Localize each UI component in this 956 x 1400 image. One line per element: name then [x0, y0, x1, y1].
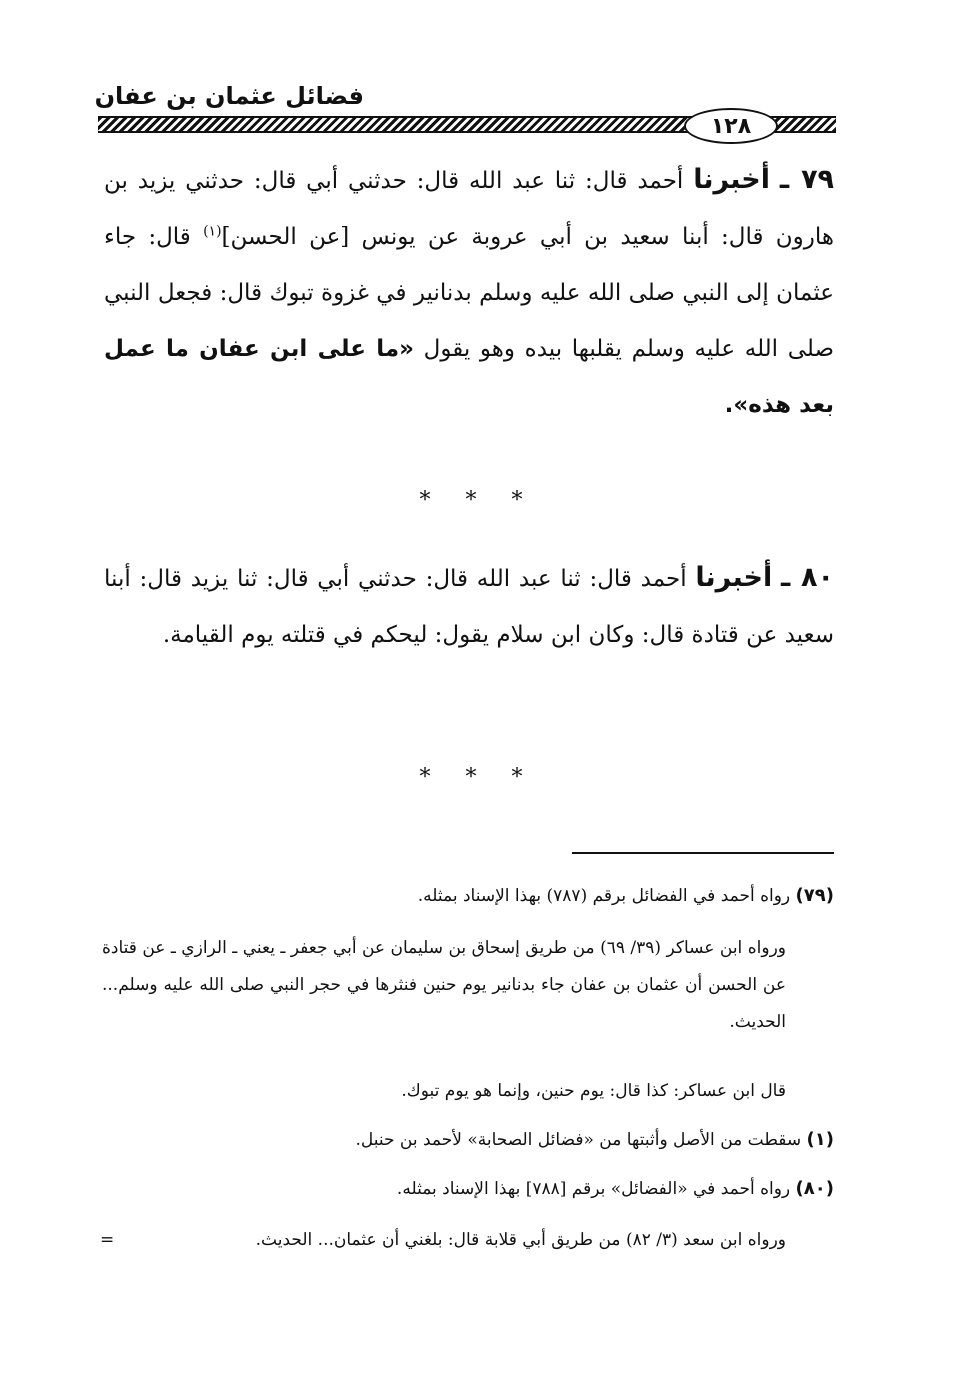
page-number: ١٢٨ [684, 108, 778, 144]
footnote-80 [104, 1173, 834, 1205]
footnote-ref: (١) [203, 223, 222, 240]
hadith-quote: «ما على ابن عفان ما عمل بعد هذه». [104, 336, 834, 418]
footnote-79-continuation: ورواه ابن عساكر (٣٩/ ٦٩) من طريق إسحاق بن سليمان عن أبي جعفر ـ يعني ـ الرازي ـ عن قتادة عن الحسن أن عثمان بن عفان جاء بدنانير يوم حنين فنثرها في حجر النبي صلى الله عليه وسلم... الحديث. [102, 938, 786, 1032]
hadith-number: ٨٠ ـ [780, 562, 834, 593]
footnote-label: (٧٩) [795, 885, 834, 906]
running-title: فضائل عثمان بن عفان [94, 82, 364, 110]
footnote-label: (٨٠) [795, 1178, 834, 1199]
hadith-text: أحمد قال: ثنا عبد الله قال: حدثني أبي قال: حدثني يزيد بن هارون قال: أبنا سعيد بن أبي عروبة عن يونس [عن الحسن] [104, 168, 834, 250]
hadith-79 [104, 152, 834, 433]
footnote-text: سقطت من الأصل وأثبتها من «فضائل الصحابة» لأحمد بن حنبل. [355, 1130, 802, 1150]
footnote-79 [104, 880, 834, 912]
footnote-1 [104, 1124, 834, 1156]
hadith-80 [104, 550, 834, 663]
footnote-80-continuation: ورواه ابن سعد (٣/ ٨٢) من طريق أبي قلابة قال: بلغني أن عثمان... الحديث. [255, 1230, 786, 1250]
hadith-text: أحمد قال: ثنا عبد الله قال: حدثني أبي قال: ثنا يزيد قال: أبنا سعيد عن قتادة قال: وكان ابن سلام يقول: ليحكم في قتلته يوم القيامة. [104, 566, 834, 648]
footnote-text: رواه أحمد في «الفضائل» برقم [٧٨٨] بهذا الإسناد بمثله. [396, 1179, 791, 1199]
section-separator: * * * [419, 765, 537, 790]
section-separator: * * * [419, 488, 537, 513]
footnote-label: (١) [806, 1129, 834, 1150]
hadith-number: ٧٩ ـ [779, 164, 835, 195]
hadith-lead-word: أخبرنا [695, 562, 773, 593]
footnote-79-remark: قال ابن عساكر: كذا قال: يوم حنين، وإنما هو يوم تبوك. [401, 1081, 786, 1101]
continuation-mark: = [100, 1230, 115, 1250]
footnote-text: رواه أحمد في الفضائل برقم (٧٨٧) بهذا الإسناد بمثله. [417, 886, 791, 906]
hadith-lead-word: أخبرنا [693, 164, 770, 195]
footnote-divider [572, 852, 834, 854]
hadith-text-continued: قال: جاء عثمان إلى النبي صلى الله عليه وسلم بدنانير في غزوة تبوك قال: فجعل النبي صلى الله عليه وسلم يقلبها بيده وهو يقول [104, 224, 835, 362]
